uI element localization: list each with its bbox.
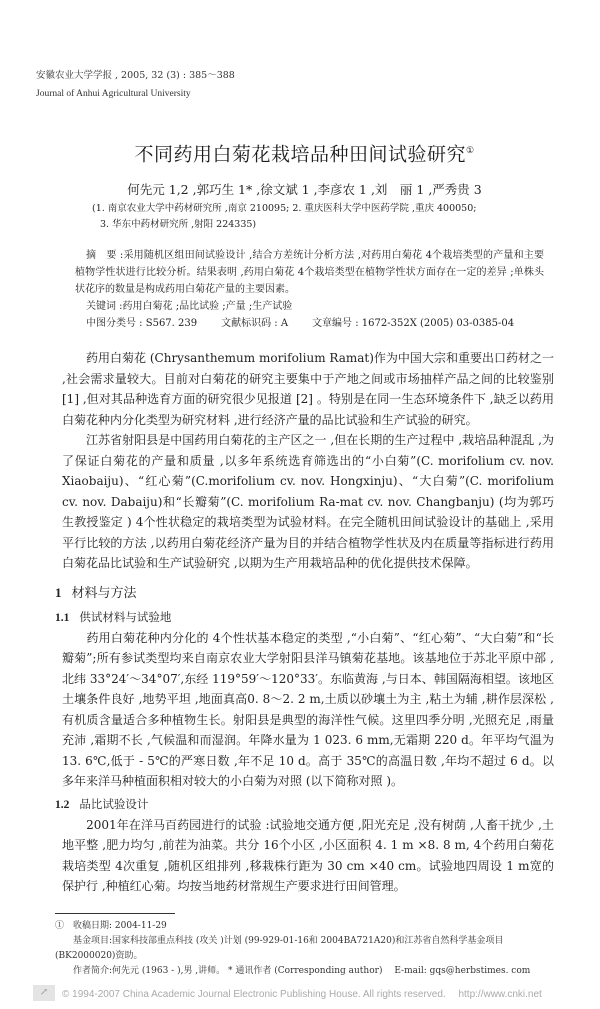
- journal-name: Journal of Anhui Agricultural University: [36, 89, 191, 99]
- text-line: 2001年在洋马百药园进行的试验 :试验地交通方便 ,阳光充足 ,没有树荫 ,人畜干扰少 ,土地平整 ,肥: [62, 817, 554, 853]
- text-line: 0. 8～2. 2 m,土质以砂壤土为主 ,粘土为辅 ,耕作层深松 ,有机质含量适合多种植物生长。射阳县是典型的: [62, 692, 554, 727]
- section-heading-1: [55, 582, 554, 605]
- text-line: 区组排列 ,移栽株行距为 30 cm ×40 cm。试验地四周设 1 m宽的保护行 ,种植红心菊。均按当地药材常规: [62, 858, 554, 894]
- text-line: 东经 119°59′～120°33′。东临黄海 ,与日本、韩国隔海相望。该地区土壤条件良好 ,地势平坦 ,地面真高: [62, 671, 554, 707]
- text-line: 的研究很少见报道 [2] 。特别是在同一生态环境条件下 ,缺乏以药用白菊花种内分化类型为研究材料 ,进: [62, 392, 554, 427]
- section-number: 1.2: [55, 798, 70, 811]
- section-title: 材料与方法: [71, 585, 137, 601]
- footnote-author: 作者简介:何先元 (1963 - ),男 ,讲师。 * 通讯作者 (Corresponding author) E-mail: gqs@herbstimes. com: [55, 965, 531, 976]
- article-number: 文章编号 : 1672-352X (2005) 03-0385-04: [312, 318, 515, 330]
- section-number: 1: [55, 584, 62, 600]
- text-line: 力均匀 ,前茬为油菜。共分 16个小区 ,小区面积 4. 1 m ×8. 8 m, 4个药用白菊花栽培类型 4次重复 ,随机: [62, 838, 554, 873]
- classification-row: [86, 315, 554, 332]
- affiliation: 3. 华东中药材研究所 ,射阳 224335): [100, 219, 257, 231]
- section-title: 品比试验设计: [79, 796, 149, 811]
- section-heading-1-2: [55, 794, 554, 815]
- publisher-logo-icon: ↗: [33, 985, 55, 1001]
- keywords: 关键词 :药用白菊花 ;品比试验 ;产量 ;生产试验: [86, 301, 293, 313]
- text-line: 江苏省射阳县是中国药用白菊花的主产区之一 ,但在长期的生产过程中 ,栽培品种混乱 ,为了保证白: [62, 433, 554, 468]
- text-line: 参试类型均来自南京农业大学射阳县洋马镇菊花基地。该基地位于苏北平原中部 ,北纬 33°24′～34°07′,: [62, 651, 554, 686]
- footnote-funding: 基金项目:国家科技部重点科技 (攻关 )计划 (99-929-01-16和 2004BA721A20)和江苏省自然科学基金项目 (BK2000020)资助。: [55, 935, 504, 961]
- text-line: morifolium cv. nov. Hongxinju)、“大白菊”(C. morifolium cv. nov. Dabaiju)和“长瓣菊”(C. morifolium Ra-: [62, 474, 554, 509]
- text-line: 海洋性气候。这里四季分明 ,光照充足 ,雨量充沛 ,霜期不长 ,气候温和而湿润。年降水量为 1 023. 6 mm,: [62, 712, 554, 748]
- classification-code: 中图分类号 : S567. 239: [86, 318, 198, 330]
- paragraph-materials: [62, 628, 554, 792]
- text-line: 生产要求进行田间管理。: [273, 879, 406, 894]
- text-line: 指标进行药用白菊花品比试验和生产试验研究 ,以期为生产用栽培品种的优化提供技术保障。: [62, 535, 554, 571]
- footnotes: [55, 919, 554, 979]
- text-line: 药用白菊花 (Chrysanthemum morifolium Ramat)作为中国大宗和重要出口药材之一 ,社会需求量较: [62, 351, 554, 386]
- section-title: 供试材料与试验地: [79, 609, 172, 624]
- page-footer: [33, 985, 554, 1001]
- affiliation: (1. 南京农业大学中药材研究所 ,南京 210095; 2. 重庆医科大学中医药学院 ,重庆 400050;: [92, 203, 477, 215]
- document-code: 文献标识码 : A: [221, 318, 289, 330]
- paragraph-design: [62, 815, 554, 897]
- text-line: 试验设计的基础上 ,采用平行比较的方法 ,以药用白菊花经济产量为目的并结合植物学性状及内在质量等: [62, 515, 554, 550]
- text-line: 菊花的产量和质量 ,以多年系统选育筛选出的“小白菊”(C. morifolium cv. nov. Xiaobaiju)、“红心菊”(C.: [62, 453, 554, 489]
- abstract-line: 摘 要 :采用随机区组田间试验设计 ,结合方差统计分析方法 ,对药用白菊花 4个栽培类型的产量和主要植: [75, 250, 544, 279]
- text-line: 无霜期 220 d。年平均气温为 13. 6℃,低于 - 5℃的严寒日数 ,年不足 10 d。高于 35℃的高温日数 ,年均不: [62, 733, 555, 768]
- text-line: 行经济产量的品比试验和生产试验的研究。: [249, 412, 478, 427]
- abstract-text: [75, 247, 544, 298]
- abstract: [75, 247, 544, 315]
- authors: 何先元 1,2 ,郭巧生 1* ,徐文斌 1 ,李彦农 1 ,刘 丽 1 ,严秀贵 3: [127, 182, 482, 198]
- text-line: 药用白菊花种内分化的 4个性状基本稳定的类型 ,“小白菊”、“红心菊”、“大白菊”和“长瓣菊”;所有: [62, 630, 554, 666]
- abstract-line: 序的数量是构成药用白菊花产量的主要因素。: [95, 284, 295, 296]
- abstract-line: 物学性状进行比较分析。结果表明 ,药用白菊花 4个栽培类型在植物学性状方面存在一定的差异 ;单株头状花: [75, 267, 544, 296]
- section-heading-1-1: [55, 607, 554, 628]
- title-footnote-mark: ①: [465, 146, 475, 156]
- section-number: 1.1: [55, 611, 70, 624]
- footnote-received: ① 收稿日期: 2004-11-29: [55, 920, 167, 931]
- paragraph-intro-1: [62, 348, 554, 430]
- title-text: 不同药用白菊花栽培品种田间试验研究: [134, 143, 466, 166]
- journal-citation: 安徽农业大学学报 , 2005, 32 (3) : 385～388: [36, 70, 235, 81]
- paper-title: [55, 138, 554, 167]
- copyright-notice: © 1994-2007 China Academic Journal Electronic Publishing House. All rights reserved. http://www.cnki.net: [62, 989, 542, 1001]
- text-line: 超过 6 d。以多年来洋马种植面积相对较大的小白菊为对照 (以下简称对照 )。: [62, 753, 554, 789]
- text-line: mat cv. nov. Changbanju) (均为郭巧生教授鉴定 ) 4个性状稳定的栽培类型为试验材料。在完全随机田间: [62, 494, 554, 530]
- footnote-divider: [55, 913, 175, 914]
- text-line: 大。目前对白菊花的研究主要集中于产地之间或市场抽样产品之间的比较鉴别 [1] ,但对其品种选育方面: [62, 371, 554, 407]
- paragraph-intro-2: [62, 430, 554, 574]
